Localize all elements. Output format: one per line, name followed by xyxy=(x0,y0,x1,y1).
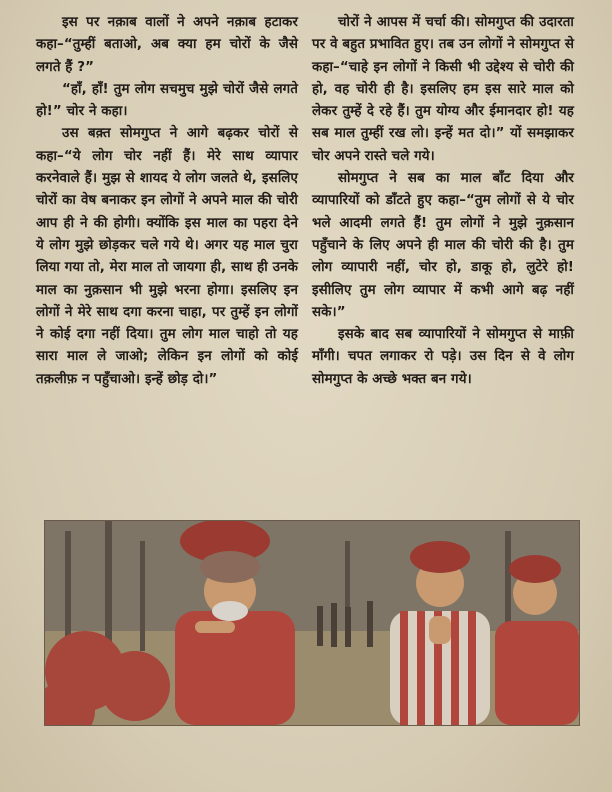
illustration-drawing xyxy=(45,521,579,725)
right-text-column xyxy=(312,12,574,391)
story-paragraph: चोरों ने आपस में चर्चा की। सोमगुप्त की उदारता पर वे बहुत प्रभावित हुए। तब उन लोगों ने सोमगुप्त से कहा–“चाहे इन लोगों ने किसी भी उद्देश्य से चोरी की हो, वह चोरी ही है। इसलिए हम इस सारे माल को लेकर तुम्हें दे रहे हैं। तुम योग्य और ईमानदार हो! यह सब माल तुम्हीं रख लो। इन्हें मत दो।” यों समझाकर चोर अपने रास्ते चले गये। xyxy=(312,15,574,164)
story-paragraph: इसके बाद सब व्यापारियों ने सोमगुप्त से माफ़ी माँगी। चपत लगाकर रो पड़े। उस दिन से वे लोग सोमगुप्त के अच्छे भक्त बन गये। xyxy=(312,327,574,387)
left-text-column xyxy=(36,12,298,391)
story-paragraph: सोमगुप्त ने सब का माल बाँट दिया और व्यापारियों को डाँटते हुए कहा–“तुम लोगों से ये चोर भले आदमी लगते हैं! तुम लोगों ने मुझे नुक़सान पहुँचाने के लिए अपने ही माल की चोरी की है। तुम लोग व्यापारी नहीं, चोर हो, डाकू हो, लुटेरे हो! इसीलिए तुम लोग व्यापार में कभी आगे बढ़ नहीं सके।” xyxy=(312,171,574,320)
story-paragraph: “हाँ, हाँ! तुम लोग सचमुच मुझे चोरों जैसे लगते हो!” चोर ने कहा। xyxy=(36,81,298,120)
story-illustration xyxy=(44,520,580,726)
story-paragraph: उस बक़्त सोमगुप्त ने आगे बढ़कर चोरों से कहा–“ये लोग चोर नहीं हैं। मेरे साथ व्यापार करनेवाले हैं। मुझ से शायद ये लोग जलते थे, इसलिए चोरों का वेष बनाकर इन लोगों ने अपने माल की चोरी आप ही ने की होगी। क्योंकि इस माल का पहरा देने ये लोग मुझे छोड़कर चले गये थे। अगर यह माल चुरा लिया गया तो, मेरा माल तो जायगा ही, साथ ही उनके माल का नुक़सान भी मुझे भरना होगा। इसलिए इन लोगों ने मेरे साथ दगा करना चाहा, पर तुम्हें इन लोगों ने कोई दगा नहीं दिया। तुम लोग माल चाहो तो यह सारा माल ले जाओ; लेकिन इन लोगों को कोई तक़लीफ़ न पहुँचाओ। इन्हें छोड़ दो।” xyxy=(36,126,298,387)
story-paragraph: इस पर नक़ाब वालों ने अपने नक़ाब हटाकर कहा–“तुम्हीं बताओ, अब क्या हम चोरों के जैसे लगते हैं ?” xyxy=(36,15,298,75)
